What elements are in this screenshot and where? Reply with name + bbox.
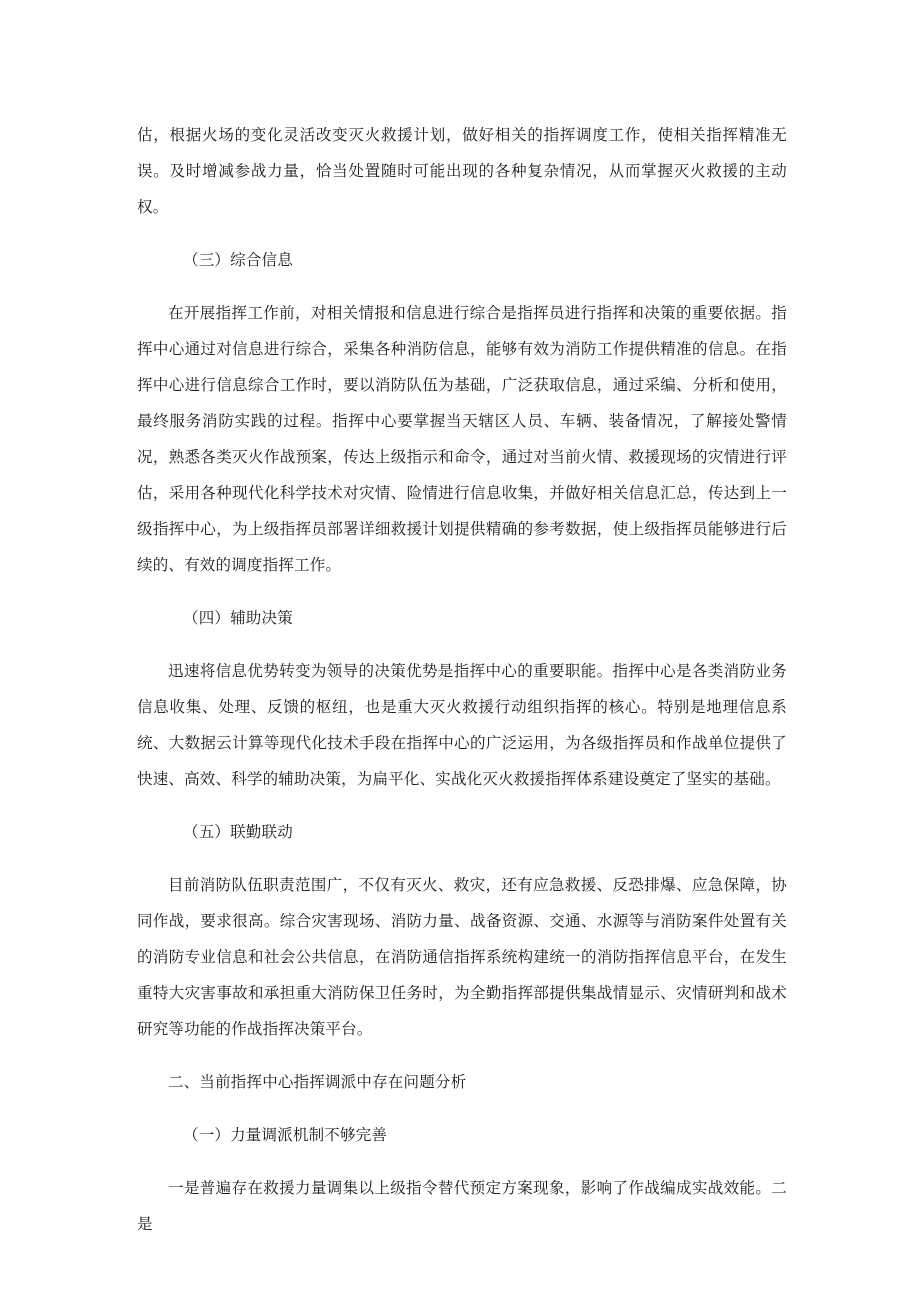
heading-joint-linkage: （五）联勤联动: [183, 823, 293, 841]
section-title-problem-analysis: 二、当前指挥中心指挥调派中存在问题分析: [168, 1073, 467, 1091]
paragraph-decision-support: 迅速将信息优势转变为领导的决策优势是指挥中心的重要职能。指挥中心是各类消防业务信息收集、处理、反馈的枢纽，也是重大灭火救援行动组织指挥的核心。特别是地理信息系统、大数据云计算等现代化技术手段在指挥中心的广泛运用，为各级指挥员和作战单位提供了快速、高效、科学的辅助决策，为扁平化、实战化灭火救援指挥体系建设奠定了坚实的基础。: [137, 662, 787, 788]
paragraph-continuation: 估，根据火场的变化灵活改变灭火救援计划，做好相关的指挥调度工作，使相关指挥精准无误。及时增减参战力量，恰当处置随时可能出现的各种复杂情况，从而掌握灭火救援的主动权。: [137, 126, 787, 216]
paragraph-joint-linkage: 目前消防队伍职责范围广，不仅有灭火、救灾，还有应急救援、反恐排爆、应急保障，协同作战，要求很高。综合灾害现场、消防力量、战备资源、交通、水源等与消防案件处置有关的消防专业信息和社会公共信息，在消防通信指挥系统构建统一的消防指挥信息平台，在发生重特大灾害事故和承担重大消防保卫任务时，为全勤指挥部提供集战情显示、灾情研判和战术研究等功能的作战指挥决策平台。: [137, 876, 787, 1038]
paragraph-dispatch-mechanism: 一是普遍存在救援力量调集以上级指令替代预定方案现象，影响了作战编成实战效能。二是: [137, 1179, 787, 1233]
document-body: [137, 117, 787, 1242]
heading-decision-support: （四）辅助决策: [183, 609, 293, 627]
heading-integrated-information: （三）综合信息: [183, 251, 293, 269]
paragraph-integrated-information: 在开展指挥工作前，对相关情报和信息进行综合是指挥员进行指挥和决策的重要依据。指挥中心通过对信息进行综合，采集各种消防信息，能够有效为消防工作提供精准的信息。在指挥中心进行信息综合工作时，要以消防队伍为基础，广泛获取信息，通过采编、分析和使用，最终服务消防实践的过程。指挥中心要掌握当天辖区人员、车辆、装备情况，了解接处警情况，熟悉各类灭火作战预案，传达上级指示和命令，通过对当前火情、救援现场的灾情进行评估，采用各种现代化科学技术对灾情、险情进行信息收集，并做好相关信息汇总，传达到上一级指挥中心，为上级指挥员部署详细救援计划提供精确的参考数据，使上级指挥员能够进行后续的、有效的调度指挥工作。: [137, 304, 787, 574]
heading-dispatch-mechanism: （一）力量调派机制不够完善: [183, 1126, 388, 1144]
